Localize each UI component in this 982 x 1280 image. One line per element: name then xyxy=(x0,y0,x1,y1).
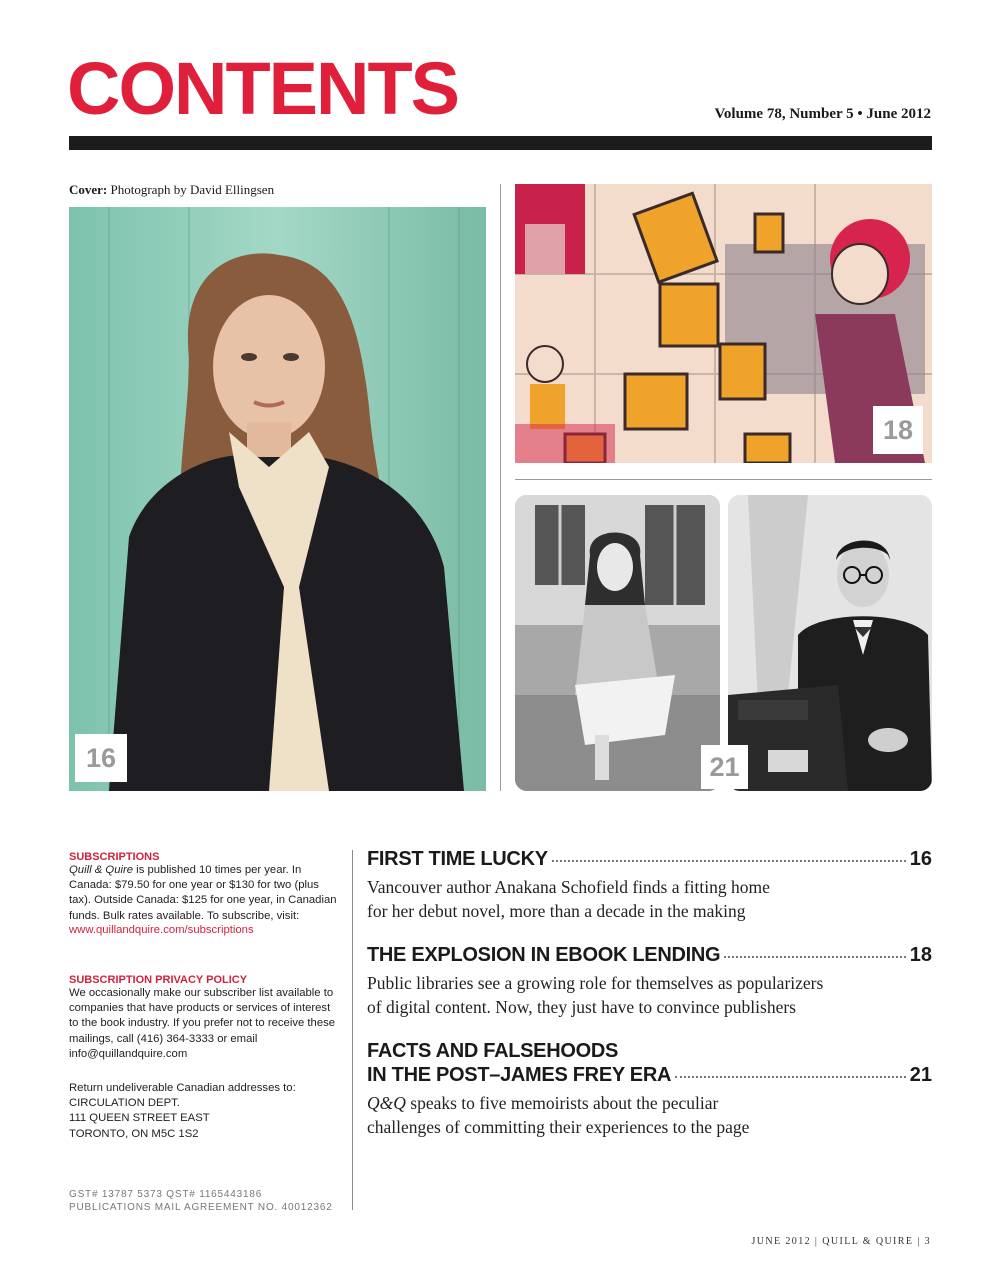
toc-entry-2-desc-2: of digital content. Now, they just have to convince publishers xyxy=(367,997,796,1017)
cover-portrait-photo[interactable] xyxy=(69,207,486,791)
horizontal-divider xyxy=(515,479,932,480)
man-photo-illustration xyxy=(728,495,932,791)
issue-info: Volume 78, Number 5 • June 2012 xyxy=(714,106,931,122)
subscriptions-heading: SUBSCRIPTIONS xyxy=(69,851,160,863)
toc-entry-1-desc-1: Vancouver author Anakana Schofield finds a fitting home xyxy=(367,877,770,897)
toc-entry-2-page: 18 xyxy=(909,944,932,966)
toc-leader-dots xyxy=(675,1076,906,1078)
page-18-badge: 18 xyxy=(873,406,923,454)
toc-entry-3-row xyxy=(367,1063,932,1087)
toc-entry-3[interactable] xyxy=(367,1039,932,1139)
footer-separator: | xyxy=(917,1236,925,1247)
toc-entry-2-row xyxy=(367,943,932,967)
return-intro: Return undeliverable Canadian addresses to: xyxy=(69,1082,296,1094)
publication-name: Quill & Quire xyxy=(69,864,134,876)
gst-number: GST# 13787 5373 QST# 1165443186 xyxy=(69,1189,263,1200)
return-address-block xyxy=(69,1081,349,1142)
toc-leader-dots xyxy=(724,956,905,958)
header-bar xyxy=(69,136,932,150)
memoirist-woman-photo[interactable] xyxy=(515,495,720,791)
footer-separator: | xyxy=(814,1236,823,1247)
mail-agreement: PUBLICATIONS MAIL AGREEMENT NO. 40012362 xyxy=(69,1202,333,1213)
vertical-divider xyxy=(500,184,501,791)
footer-date: JUNE 2012 xyxy=(751,1236,811,1247)
ebook-illustration[interactable] xyxy=(515,184,932,463)
toc-entry-3-desc-1 xyxy=(367,1091,932,1115)
page-16-badge: 16 xyxy=(75,734,127,782)
toc-entry-1-desc-2: for her debut novel, more than a decade in the making xyxy=(367,901,746,921)
privacy-block xyxy=(69,974,339,1062)
toc-entry-1-row xyxy=(367,847,932,871)
toc-entry-3-desc-1-text: speaks to five memoirists about the peculiar xyxy=(405,1093,719,1113)
return-line-3: TORONTO, ON M5C 1S2 xyxy=(69,1127,199,1140)
footer-page-number: 3 xyxy=(924,1236,931,1247)
cover-credit xyxy=(69,182,274,198)
subscriptions-body: is published 10 times per year. In Canada: $79.50 for one year or $130 for two (plus tax). Outside Canada: $125 for one year, in Canadian funds. Bulk rates available. To subscribe, visit: xyxy=(69,864,337,922)
toc-entry-1[interactable] xyxy=(367,847,932,923)
toc-entry-1-page: 16 xyxy=(909,848,932,870)
footer-magazine: QUILL & QUIRE xyxy=(822,1236,914,1247)
toc-entry-3-title-1[interactable]: FACTS AND FALSEHOODS xyxy=(367,1040,619,1062)
subscriptions-block xyxy=(69,851,339,936)
return-line-2: 111 QUEEN STREET EAST xyxy=(69,1112,210,1125)
privacy-heading: SUBSCRIPTION PRIVACY POLICY xyxy=(69,974,248,986)
column-divider xyxy=(352,850,353,1210)
memoirist-man-photo[interactable] xyxy=(728,495,932,791)
toc-entry-3-title-2[interactable]: IN THE POST–JAMES FREY ERA xyxy=(367,1064,672,1086)
portrait-illustration xyxy=(69,207,486,791)
return-line-1: CIRCULATION DEPT. xyxy=(69,1097,180,1110)
subscriptions-link[interactable]: www.quillandquire.com/subscriptions xyxy=(69,923,254,936)
qq-abbrev: Q&Q xyxy=(367,1093,406,1113)
toc-entry-3-desc-2: challenges of committing their experiences to the page xyxy=(367,1117,750,1137)
postal-info xyxy=(69,1188,349,1214)
toc-leader-dots xyxy=(552,860,906,862)
cover-credit-label: Cover: xyxy=(69,182,108,197)
toc-entry-2-desc-1: Public libraries see a growing role for themselves as popularizers xyxy=(367,973,824,993)
subscriptions-text xyxy=(69,863,339,924)
woman-photo-illustration xyxy=(515,495,720,791)
toc-entry-2-title[interactable]: THE EXPLOSION IN EBOOK LENDING xyxy=(367,944,721,966)
library-illustration xyxy=(515,184,932,463)
toc-entry-2[interactable] xyxy=(367,943,932,1019)
page-21-badge: 21 xyxy=(701,745,748,789)
page-title: CONTENTS xyxy=(67,47,458,130)
privacy-text: We occasionally make our subscriber list available to companies that have products or services of interest to the book industry. If you prefer not to receive these mailings, call (416) 364-3333 or email info@quillandquire.com xyxy=(69,987,336,1060)
page-footer xyxy=(751,1236,931,1247)
toc-entry-1-title[interactable]: FIRST TIME LUCKY xyxy=(367,848,548,870)
cover-credit-text: Photograph by David Ellingsen xyxy=(110,182,275,197)
toc-entry-3-page: 21 xyxy=(909,1064,932,1086)
